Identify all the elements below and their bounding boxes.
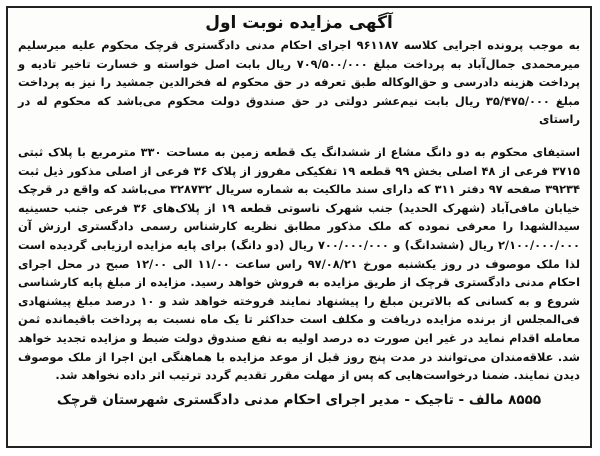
notice-title: آگهی مزایده نوبت اول: [205, 13, 393, 33]
notice-paragraph-2: استیفای محکوم به دو دانگ مشاع از ششدانگ یک قطعه زمین به مساحت ۳۳۰ مترمربع با پلاک ثبتی ۳۷۱۵ فرعی از ۴۸ اصلی بخش ۹۹ قطعه ۱۹ تفکیکی مفروز از پلاک ۳۶ فرعی از اصلی مذکور ذیل ثبت ۳۹۲۳۴ صفحه ۹۷ دفتر ۳۱۱ که دارای سند مالکیت به شماره سریال ۳۲۸۷۳۲ می‌باشد که واقع در قرچک خیابان مافی‌آباد (شهرک الحدید) جنب شهرک ناسوتی قطعه ۱۹ از پلاک‌های ۳۶ فرعی جنب حسینیه سیدالشهدا را معرفی نموده که ملک مذکور مطابق نظریه کارشناس رسمی دادگستری ارزش آن ۲/۱۰۰/۰۰۰/۰۰۰ ریال (ششدانگ) و ۷۰۰/۰۰۰/۰۰۰ ریال (دو دانگ) برای پایه مزایده ارزیابی گردیده است لذا ملک موصوف در روز یکشنبه مورخ ۹۷/۰۸/۲۱ راس ساعت ۱۱/۰۰ الی ۱۲/۰۰ صبح در محل اجرای احکام مدنی دادگستری قرچک از طریق مزایده به فروش خواهد رسید. مزایده از مبلغ پایه کارشناسی شروع و به کسانی که بالاترین مبلغ را پیشنهاد نمایند فروخته خواهد شد و ۱۰ درصد مبلغ پیشنهادی فی‌المجلس از برنده مزایده دریافت و مکلف است حداکثر تا یک ماه نسبت به پرداخت باقیمانده ثمن معامله اقدام نماید در غیر این صورت ده درصد اولیه به نفع صندوق دولت ضبط و مزایده تجدید خواهد شد. علاقه‌مندان می‌توانند در مدت پنج روز قبل از موعد مزایده با هماهنگی این اجرا از ملک موصوف دیدن نمایند. ضمنا درخواست‌هایی که پس از مهلت مقرر تقدیم گردد ترتیب اثر داده نخواهد شد.: [18, 144, 581, 383]
notice-paragraph-1: به موجب پرونده اجرایی کلاسه ۹۶۱۱۸۷ اجرای احکام مدنی دادگستری قرچک محکوم علیه میرسلیم میرمحمدی جمال‌آباد به پرداخت مبلغ ۷۰۹/۵۰۰/۰۰۰ ریال بابت اصل خواسته و خسارت تاخیر تادیه و پرداخت هزینه دادرسی و حق‌الوکاله طبق تعرفه در حق محکوم له فخرالدین جمشید را نیز به پرداخت مبلغ ۳۵/۴۷۵/۰۰۰ ریال بابت نیم‌عشر دولتی در حق صندوق دولت محکوم می‌باشد که محکوم له در راستای: [18, 38, 580, 127]
paragraph-spacer: [18, 129, 580, 143]
notice-footer: ۸۵۵۵ مالف - تاجیک - مدیر اجرای احکام مدنی دادگستری شهرستان قرچک: [56, 391, 542, 408]
auction-notice: [6, 6, 592, 448]
